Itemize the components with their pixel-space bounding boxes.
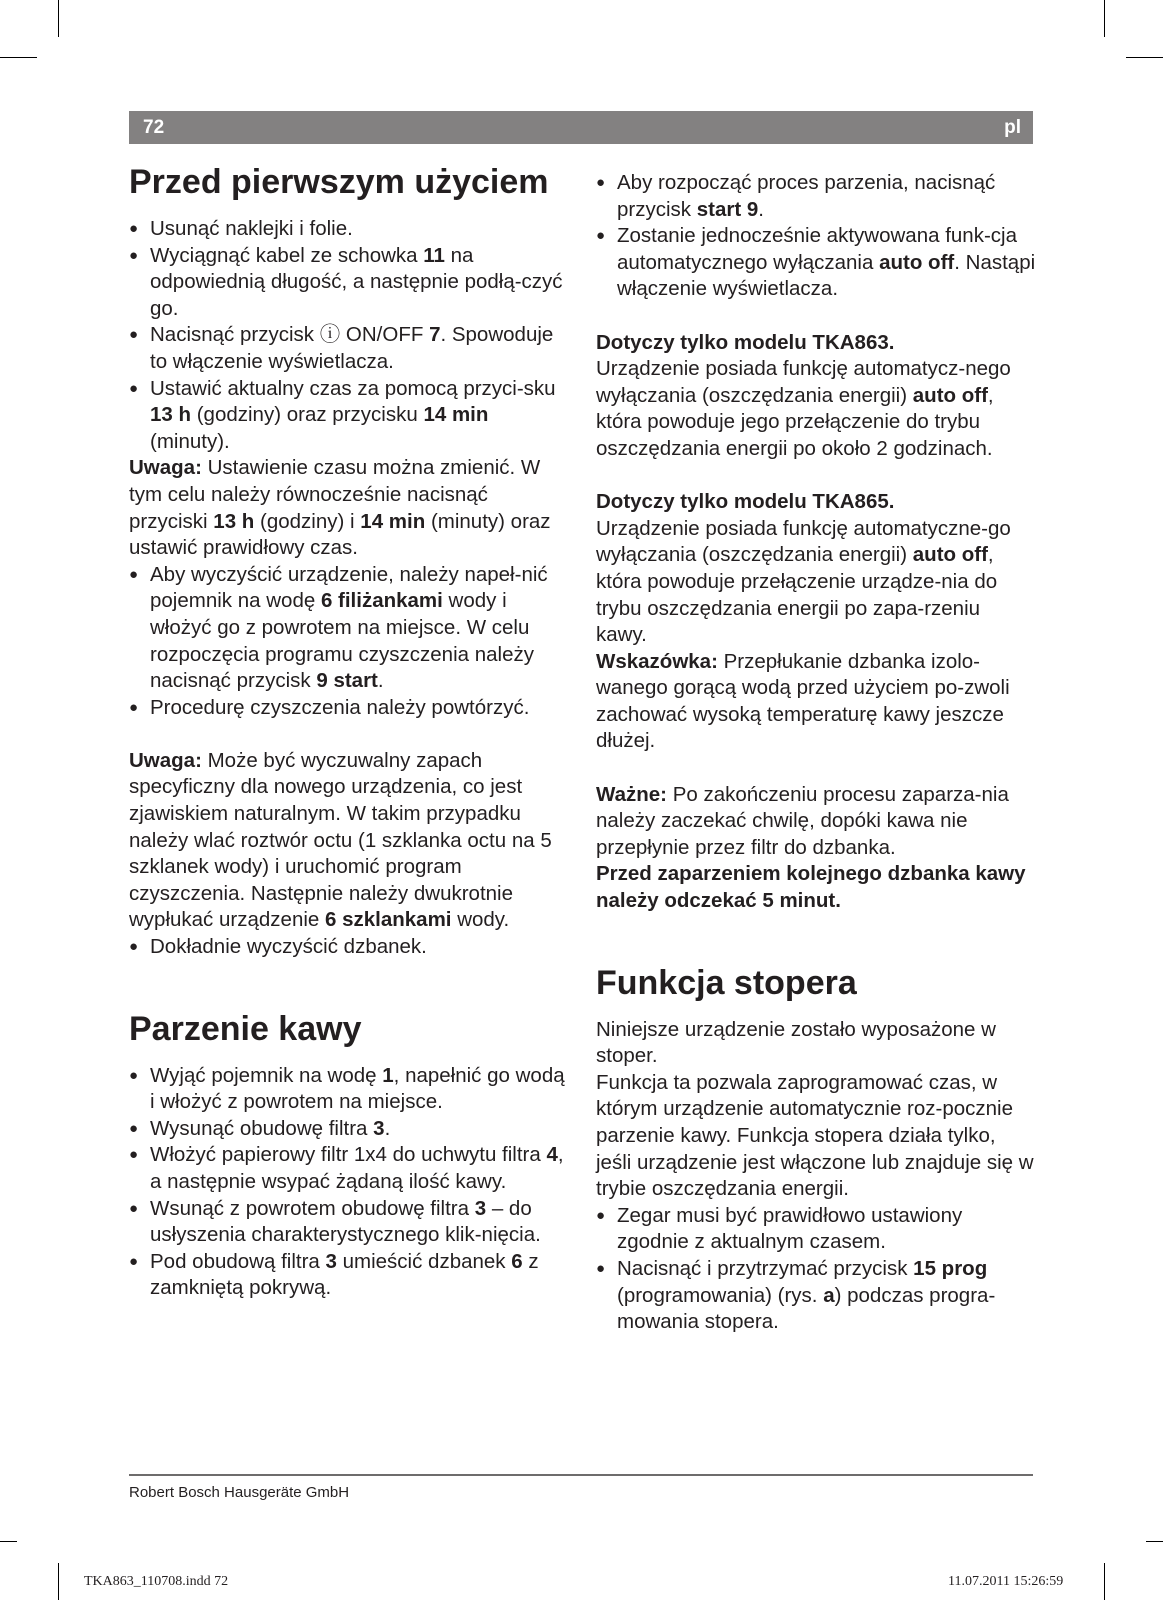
- text-run: umieścić dzbanek: [336, 1249, 512, 1273]
- crop-mark: [1104, 0, 1105, 37]
- text-run: Pod obudową filtra: [150, 1249, 326, 1273]
- text-run: Wyciągnąć kabel ze schowka: [150, 243, 424, 267]
- text-run: Aby wyczyścić urządzenie, należy napeł-nić pojemnik na wodę: [150, 562, 548, 613]
- text-run: Może być wyczuwalny zapach specyficzny dla nowego urządzenia, co jest zjawiskiem naturalnym. W takim przypadku należy wlać roztwór octu (1 szklanka octu na 5 szklanek wody) i uruchomić program czyszczenia. Następnie należy dwukrotnie wypłukać urządzenie: [129, 748, 552, 932]
- page-header-bar: [129, 111, 1033, 144]
- crop-mark: [0, 1541, 17, 1542]
- bold-text: 15 prog: [913, 1256, 988, 1280]
- text-run: Włożyć papierowy filtr 1x4 do uchwytu filtra: [150, 1143, 547, 1167]
- text-run: , która powoduje przełączenie urządze-nia do trybu oszczędzania energii po zapa-rzeniu kawy.: [596, 543, 998, 647]
- crop-mark: [58, 1563, 59, 1600]
- paragraph: [596, 356, 1036, 462]
- paragraph: [596, 861, 1036, 914]
- text-run: Nacisnąć i przytrzymać przycisk: [617, 1256, 914, 1280]
- bold-text: 3: [474, 1196, 487, 1220]
- bold-text: 7: [429, 323, 441, 347]
- text-run: Nacisnąć przycisk ⓘ ON/OFF: [150, 323, 430, 347]
- footer-divider: [129, 1474, 1033, 1476]
- text-run: Przed pierwszym użyciem: [129, 163, 549, 201]
- bullet-item: [596, 170, 1036, 223]
- text-run: Parzenie kawy: [129, 1009, 362, 1048]
- bold-text: 6 filiżankami: [320, 589, 443, 613]
- text-run: Funkcja ta pozwala zaprogramować czas, w którym urządzenie automatycznie roz-pocznie parzenie kawy. Funkcja stopera działa tylko, jeśli urządzenie jest włączone lub znajduje się w trybie oszczędzania energii.: [596, 1070, 1034, 1201]
- text-run: Procedurę czyszczenia należy powtórzyć.: [150, 695, 530, 719]
- crop-mark: [0, 57, 37, 58]
- text-run: na odpowiednią długość, a następnie podłą-czyć go.: [150, 243, 563, 320]
- bold-text: 9 start: [316, 669, 378, 693]
- bullet-item: [129, 216, 569, 243]
- spacer: [129, 961, 569, 1009]
- text-run: z zamkniętą pokrywą.: [150, 1249, 539, 1300]
- bold-text: 6: [511, 1249, 523, 1273]
- paragraph: [596, 516, 1036, 649]
- paragraph: [129, 455, 569, 561]
- bold-text: Dotyczy tylko modelu TKA865.: [596, 490, 895, 514]
- bullet-item: [129, 562, 569, 695]
- text-run: Wyjąć pojemnik na wodę: [150, 1063, 383, 1087]
- crop-mark: [1126, 57, 1163, 58]
- text-run: Zostanie jednocześnie aktywowana funk-cja automatycznego wyłączania: [617, 224, 1017, 274]
- text-run: wody.: [451, 908, 510, 932]
- spacer: [596, 915, 1036, 963]
- bullet-item: [129, 376, 569, 456]
- text-run: Funkcja stopera: [596, 963, 857, 1002]
- bullet-item: [596, 223, 1036, 303]
- bullet-item: [129, 1249, 569, 1302]
- section-heading: [129, 1009, 569, 1049]
- spacer: [129, 721, 569, 748]
- text-run: , która powoduje jego przełączenie do trybu oszczędzania energii po około 2 godzinach.: [596, 383, 994, 460]
- text-run: Wsunąć z powrotem obudowę filtra: [150, 1196, 475, 1220]
- bold-text: auto off: [912, 543, 988, 567]
- bullet-item: [129, 695, 569, 722]
- spacer: [596, 303, 1036, 330]
- bullet-item: [596, 1256, 1036, 1336]
- bullet-item: [129, 1063, 569, 1116]
- text-run: (minuty).: [150, 429, 230, 453]
- text-run: ) podczas progra-mowania stopera.: [617, 1283, 996, 1334]
- text-run: , a następnie wsypać żądaną ilość kawy.: [150, 1143, 564, 1193]
- text-run: Ustawienie czasu można zmienić. W tym celu należy równocześnie nacisnąć przyciski: [129, 456, 541, 533]
- paragraph: [596, 649, 1036, 755]
- text-run: Ustawić aktualny czas za pomocą przyci-sku: [150, 376, 556, 400]
- spacer: [596, 755, 1036, 782]
- text-run: .: [377, 669, 384, 693]
- section-heading: [129, 162, 569, 202]
- paragraph: [596, 1017, 1036, 1070]
- bold-text: 3: [373, 1116, 385, 1140]
- text-run: (programowania) (rys.: [617, 1283, 824, 1307]
- bold-text: 4: [546, 1143, 558, 1167]
- slug-timestamp: 11.07.2011 15:26:59: [948, 1574, 1064, 1589]
- bold-text: 13 h: [213, 509, 255, 533]
- footer-company: Robert Bosch Hausgeräte GmbH: [129, 1484, 350, 1501]
- text-run: (minuty) oraz ustawić prawidłowy czas.: [129, 509, 551, 560]
- bold-text: Wskazówka:: [596, 649, 718, 673]
- page-number: 72: [143, 116, 165, 138]
- bullet-item: [129, 243, 569, 323]
- bold-text: 14 min: [423, 403, 489, 427]
- text-run: Przepłukanie dzbanka izolo-wanego gorącą wodą przed użyciem po-zwoli zachować wysoką temperaturę kawy jeszcze dłużej.: [596, 649, 1010, 753]
- text-run: . Spowoduje to włączenie wyświetlacza.: [150, 323, 554, 373]
- crop-mark: [1146, 1541, 1163, 1542]
- bold-text: 1: [382, 1063, 394, 1087]
- text-run: . Nastąpi włączenie wyświetlacza.: [617, 250, 1036, 301]
- bullet-item: [129, 934, 569, 961]
- text-run: Usunąć naklejki i folie.: [150, 217, 353, 240]
- crop-mark: [1104, 1563, 1105, 1600]
- spacer: [596, 463, 1036, 490]
- bold-text: Uwaga:: [129, 748, 202, 772]
- bold-text: 14 min: [360, 509, 426, 533]
- text-run: Dokładnie wyczyścić dzbanek.: [150, 935, 427, 959]
- bold-text: Przed zaparzeniem kolejnego dzbanka kawy należy odczekać 5 minut.: [596, 862, 1026, 913]
- bold-text: 6 szklankami: [325, 908, 452, 932]
- text-run: (godziny) oraz przycisku: [191, 403, 424, 427]
- bullet-item: [596, 1203, 1036, 1256]
- text-run: – do usłyszenia charakterystycznego klik-nięcia.: [150, 1196, 541, 1247]
- bold-text: Dotyczy tylko modelu TKA863.: [596, 330, 895, 354]
- bold-text: auto off: [879, 250, 955, 274]
- text-run: (godziny) i: [254, 509, 361, 533]
- text-run: Zegar musi być prawidłowo ustawiony zgodnie z aktualnym czasem.: [617, 1203, 963, 1254]
- bold-text: 3: [325, 1249, 337, 1273]
- bold-text: 11: [423, 243, 445, 267]
- paragraph: [596, 489, 1036, 516]
- bullet-item: [129, 1142, 569, 1195]
- bullet-item: [129, 1116, 569, 1143]
- text-run: Aby rozpocząć proces parzenia, nacisnąć przycisk: [617, 171, 996, 221]
- paragraph: [596, 1070, 1036, 1203]
- bold-text: a: [823, 1283, 835, 1307]
- text-run: Urządzenie posiada funkcję automatycz-nego wyłączania (oszczędzania energii): [596, 357, 1011, 407]
- text-run: .: [384, 1116, 391, 1140]
- bold-text: Ważne:: [596, 782, 667, 806]
- paragraph: [129, 748, 569, 934]
- bullet-item: [129, 1196, 569, 1249]
- paragraph: [596, 782, 1036, 862]
- left-column: [129, 162, 569, 1302]
- text-run: wody i włożyć go z powrotem na miejsce. W celu rozpoczęcia programu czyszczenia należy nacisnąć przycisk: [150, 589, 534, 693]
- bold-text: 13 h: [150, 403, 192, 427]
- text-run: Wysunąć obudowę filtra: [150, 1116, 374, 1140]
- language-code: pl: [1004, 116, 1021, 138]
- bold-text: start 9: [696, 197, 759, 221]
- text-run: Niniejsze urządzenie zostało wyposażone w stoper.: [596, 1017, 996, 1068]
- section-heading: [596, 963, 1036, 1003]
- bold-text: auto off: [912, 383, 988, 407]
- text-run: Po zakończeniu procesu zaparza-nia należy zaczekać chwilę, dopóki kawa nie przepłynie przez filtr do dzbanka.: [596, 782, 1009, 859]
- slug-filename: TKA863_110708.indd 72: [84, 1574, 229, 1589]
- bullet-item: [129, 322, 569, 375]
- right-column: [596, 170, 1036, 1336]
- crop-mark: [58, 0, 59, 37]
- bold-text: Uwaga:: [129, 456, 202, 480]
- text-run: .: [758, 197, 764, 221]
- paragraph: [596, 330, 1036, 357]
- text-run: Urządzenie posiada funkcję automatyczne-go wyłączania (oszczędzania energii): [596, 516, 1011, 567]
- text-run: , napełnić go wodą i włożyć z powrotem na miejsce.: [150, 1063, 565, 1114]
